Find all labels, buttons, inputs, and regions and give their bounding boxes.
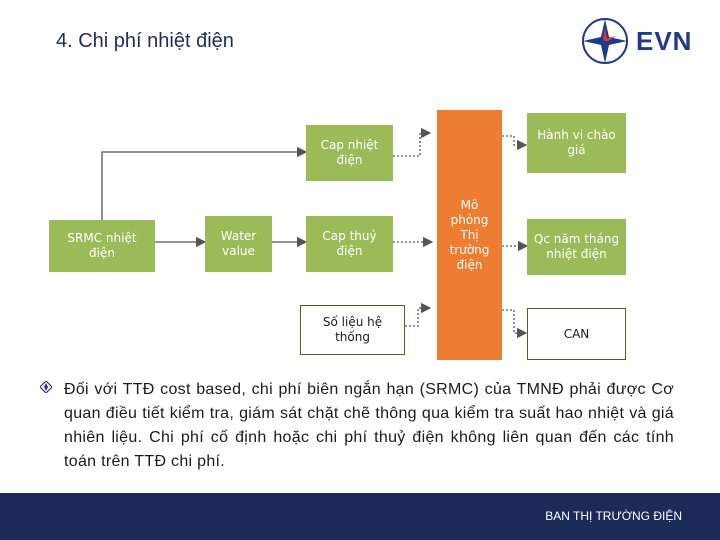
connector-mo-phong-to-hanh-vi (502, 136, 526, 145)
connector-mo-phong-to-can (502, 310, 526, 333)
node-water-value: Water value (205, 216, 272, 272)
connector-so-lieu-to-mo-phong (405, 308, 430, 326)
node-srmc: SRMC nhiệt điện (49, 220, 155, 272)
page-title: 4. Chi phí nhiệt điện (56, 30, 234, 52)
node-cap-nhiet-dien: Cap nhiệt điện (306, 125, 393, 181)
node-can: CAN (527, 308, 626, 360)
node-hanh-vi-chao-gia: Hành vi chào giá (527, 113, 626, 173)
connector-srmc-to-cap-nhiet (102, 152, 306, 220)
node-cap-thuy-dien: Cap thuỷ điện (306, 216, 393, 272)
node-mo-phong-thi-truong: Mô phỏng Thị trường điện (437, 110, 502, 360)
bullet-text: Đối với TTĐ cost based, chi phí biên ngắn hạn (SRMC) của TMNĐ phải được Cơ quan điều tiết kiểm tra, giám sát chặt chẽ thông qua kiểm tra suất hao nhiệt và giá nhiên liệu. Chi phí cố định hoặc chi phí thuỷ điện không liên quan đến các tính toán trên TTĐ chi phí. (64, 381, 674, 470)
evn-logo-text: EVN (636, 26, 693, 56)
connector-cap-nhiet-to-mo-phong (393, 133, 430, 156)
footer-text: BAN THỊ TRƯỜNG ĐIỆN (545, 509, 682, 523)
node-qc-nam-thang: Qc năm tháng nhiệt điện (527, 219, 626, 275)
node-so-lieu-he-thong: Số liệu hệ thống (300, 305, 405, 355)
footer-bar (0, 493, 720, 540)
diamond-bullet-icon (40, 381, 52, 393)
